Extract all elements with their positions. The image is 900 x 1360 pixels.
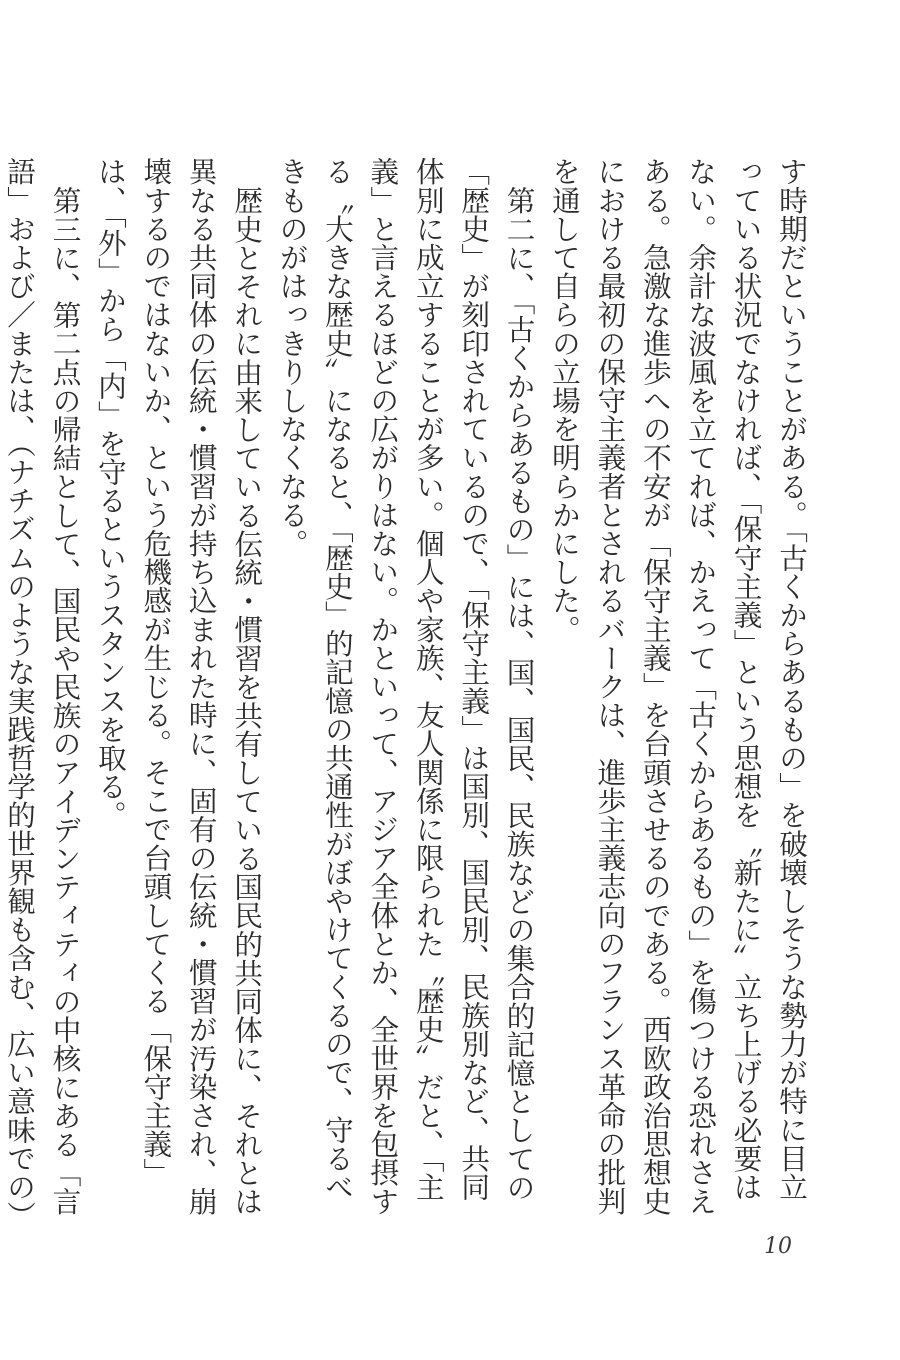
paragraph-4: 第三に、第二点の帰結として、国民や民族のアイデンティティの中核にある「言語」および／または、（ナチズムのような実践哲学的世界観も含む、広い意味での） [3, 157, 83, 1216]
paragraph-2: 第二に、「古くからあるもの」には、国、国民、民族などの集合的記憶としての「歴史」が刻印されているので、「保守主義」は国別、国民別、民族別など、共同体別に成立することが多い。個人や家族、友人関係に限られた〝歴史〟だと、「主義」と言えるほどの広がりはない。かといって、アジア全体とか、全世界を包摂する〝大きな歴史〟になると、「歴史」的記憶の共通性がぼやけてくるので、守るべきものがはっきりしなくなる。 [275, 157, 537, 1216]
paragraph-3: 歴史とそれに由来している伝統・慣習を共有している国民的共同体に、それとは異なる共同体の伝統・慣習が持ち込まれた時に、固有の伝統・慣習が汚染され、崩壊するのではないか、という危機感が生じる。そこで台頭してくる「保守主義」は、「外」から「内」を守るというスタンスを取る。 [93, 157, 265, 1216]
page-number: 10 [764, 1234, 792, 1259]
body-text [0, 157, 814, 1222]
paragraph-1: す時期だということがある。「古くからあるもの」を破壊しそうな勢力が特に目立っている状況でなければ、「保守主義」という思想を〝新たに〟立ち上げる必要はない。余計な波風を立てれば、かえって「古くからあるもの」を傷つける恐れさえある。急激な進歩への不安が「保守主義」を台頭させるのである。西欧政治思想史における最初の保守主義者とされるバークは、進歩主義志向のフランス革命の批判を通して自らの立場を明らかにした。 [547, 157, 809, 1216]
